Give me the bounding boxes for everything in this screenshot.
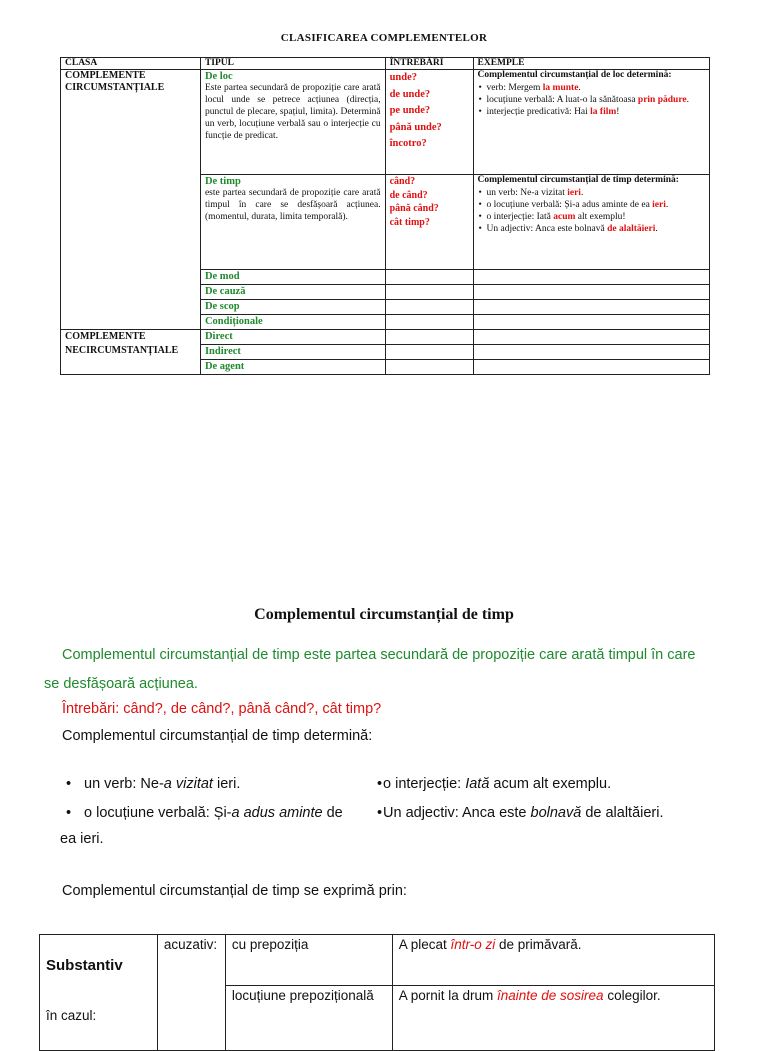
case-label: în cazul:: [46, 1008, 97, 1023]
list-item: • o interjecție: Iată acum alt exemplu!: [487, 212, 706, 224]
question: cât timp?: [389, 216, 430, 228]
type-desc-timp: este partea secundară de propoziție care arată timpul în care se desfășoară acțiunea. (momentul, durata, limita temporală).: [204, 188, 381, 222]
section-title: Complementul circumstanțial de timp: [254, 606, 514, 623]
list-item: • o locuțiune verbală: Și-a adus aminte de ea ieri.: [487, 200, 706, 212]
expressed-by-line: Complementul circumstanțial de timp se exprimă prin:: [62, 883, 407, 899]
type-name-indirect: Indirect: [200, 345, 385, 360]
examples-left-column: [62, 770, 362, 828]
examples-right-column: [377, 770, 707, 828]
definition-line: se desfășoară acțiunea.: [44, 676, 198, 692]
type-desc-loc: Este partea secundară de propoziție care arată locul unde se petrece acțiunea (direcția, punctul de plecare, spațiul, limita). Determină un verb, locuțiune verbală sau o interjecție cu funcție de predicat.: [204, 83, 381, 141]
classification-table: [60, 57, 710, 375]
header-exemple: EXEMPLE: [473, 58, 710, 70]
header-tipul: TIPUL: [200, 58, 385, 70]
table-row: [61, 70, 710, 175]
type-name-agent: De agent: [200, 360, 385, 375]
header-intrebari: ÎNTREBĂRI: [385, 58, 473, 70]
type-cell-timp: [200, 175, 385, 270]
list-item: • o interjecție: Iată acum alt exemplu.: [377, 770, 707, 799]
list-item: • Un adjectiv: Anca este bolnavă de alaltăieri.: [487, 224, 706, 236]
type-name-mod: De mod: [200, 270, 385, 285]
type-name-direct: Direct: [200, 330, 385, 345]
part-of-speech-cell: [40, 935, 158, 1051]
question: încotro?: [389, 138, 427, 149]
table-row: [40, 935, 715, 986]
list-item: • locuțiune verbală: A luat-o la sănătoasa prin pădure.: [487, 95, 706, 107]
type-cell-loc: [200, 70, 385, 175]
question: când?: [389, 176, 416, 187]
question: pe unde?: [389, 105, 431, 116]
question: de când?: [389, 189, 428, 201]
examples-cell-timp: [473, 175, 710, 270]
table-header-row: [61, 58, 710, 70]
determines-line: Complementul circumstanțial de timp determină:: [62, 728, 373, 744]
questions-cell-timp: [385, 175, 473, 270]
type-name-loc: De loc: [204, 71, 233, 82]
examples-heading: Complementul circumstanțial de loc determină:: [477, 70, 672, 80]
class-circumstantiale: COMPLEMENTE CIRCUMSTANȚIALE: [61, 70, 201, 330]
example-cell: A plecat într-o zi de primăvară.: [392, 935, 714, 986]
list-item: • interjecție predicativă: Hai la film!: [487, 107, 706, 119]
list-item: • Un adjectiv: Anca este bolnavă de alaltăieri.: [377, 799, 707, 828]
substantiv-label: Substantiv: [46, 957, 123, 974]
document-title: CLASIFICAREA COMPLEMENTELOR: [280, 32, 488, 44]
list-item: • un verb: Ne-a vizitat ieri.: [487, 188, 706, 200]
prep-type: locuțiune prepozițională: [225, 986, 392, 1051]
prep-type: cu prepoziția: [225, 935, 392, 986]
case-acuzativ: acuzativ:: [157, 935, 225, 1051]
examples-heading: Complementul circumstanțial de timp determină:: [477, 175, 679, 185]
questions-line: Întrebări: când?, de când?, până când?, cât timp?: [62, 701, 382, 717]
list-item: • verb: Mergem la munte.: [487, 83, 706, 95]
definition-line: Complementul circumstanțial de timp este partea secundară de propoziție care arată timpul în care: [62, 647, 696, 663]
example-cell: A pornit la drum înainte de sosirea colegilor.: [392, 986, 714, 1051]
question: de unde?: [389, 88, 431, 100]
header-clasa: CLASA: [61, 58, 201, 70]
question: unde?: [389, 72, 418, 83]
wrapped-example-line: ea ieri.: [60, 831, 104, 847]
type-name-timp: De timp: [204, 176, 241, 187]
type-name-cauza: De cauză: [200, 285, 385, 300]
table-row: [61, 330, 710, 345]
examples-list: [478, 188, 706, 236]
definition-paragraph: [44, 641, 734, 699]
type-name-scop: De scop: [200, 300, 385, 315]
list-item: • o locuțiune verbală: Și-a adus aminte de: [62, 799, 362, 828]
question: până când?: [389, 203, 439, 214]
expression-table: [39, 934, 715, 1051]
questions-cell-loc: [385, 70, 473, 175]
class-necircumstantiale: COMPLEMENTE NECIRCUMSTANȚIALE: [61, 330, 201, 375]
list-item: • un verb: Ne-a vizitat ieri.: [62, 770, 362, 799]
question: până unde?: [389, 121, 442, 133]
type-name-conditionale: Condiționale: [200, 315, 385, 330]
examples-cell-loc: [473, 70, 710, 175]
examples-list: [478, 83, 706, 119]
